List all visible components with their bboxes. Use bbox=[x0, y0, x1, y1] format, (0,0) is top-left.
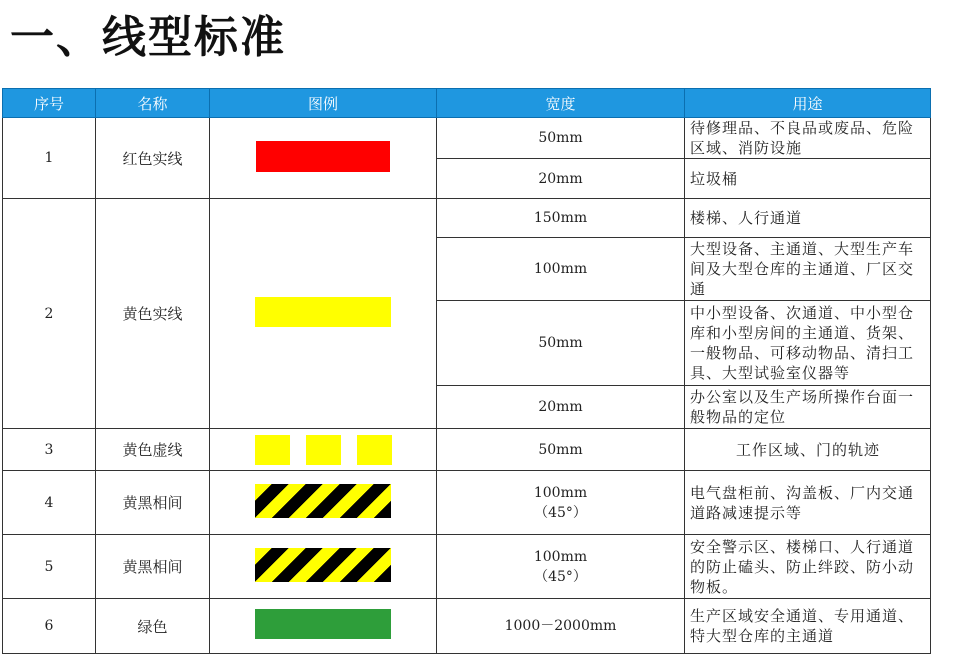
yellow-black-stripe-swatch bbox=[255, 484, 391, 518]
row-seq: 2 bbox=[3, 199, 96, 429]
row-seq: 6 bbox=[3, 599, 96, 654]
row-name: 黄黑相间 bbox=[96, 535, 210, 599]
usage-cell: 垃圾桶 bbox=[685, 159, 931, 199]
row-name: 绿色 bbox=[96, 599, 210, 654]
table-row bbox=[3, 118, 931, 159]
width-cell: 100mm bbox=[437, 238, 685, 301]
usage-cell: 待修理品、不良品或废品、危险区域、消防设施 bbox=[685, 118, 931, 159]
page-title: 一、线型标准 bbox=[10, 12, 286, 63]
usage-cell: 中小型设备、次通道、中小型仓库和小型房间的主通道、货架、一般物品、可移动物品、清扫工具、大型试验室仪器等 bbox=[685, 301, 931, 386]
legend-cell bbox=[210, 429, 437, 471]
usage-cell: 工作区域、门的轨迹 bbox=[685, 429, 931, 471]
usage-cell: 楼梯、人行通道 bbox=[685, 199, 931, 238]
yellow-black-stripe-swatch bbox=[255, 548, 391, 582]
table-row bbox=[3, 535, 931, 599]
row-seq: 5 bbox=[3, 535, 96, 599]
width-cell: 20mm bbox=[437, 386, 685, 429]
legend-cell bbox=[210, 471, 437, 535]
row-name: 黄色实线 bbox=[96, 199, 210, 429]
width-cell: 50mm bbox=[437, 429, 685, 471]
row-name: 黄色虚线 bbox=[96, 429, 210, 471]
red-solid-line-swatch bbox=[256, 141, 390, 172]
usage-cell: 办公室以及生产场所操作台面一般物品的定位 bbox=[685, 386, 931, 429]
row-seq: 3 bbox=[3, 429, 96, 471]
table-row bbox=[3, 199, 931, 238]
row-seq: 1 bbox=[3, 118, 96, 199]
usage-cell: 电气盘柜前、沟盖板、厂内交通道路减速提示等 bbox=[685, 471, 931, 535]
table-row bbox=[3, 429, 931, 471]
table-row bbox=[3, 471, 931, 535]
dash-segment bbox=[306, 435, 341, 465]
dash-segment bbox=[255, 435, 290, 465]
width-cell: 50mm bbox=[437, 118, 685, 159]
header-usage: 用途 bbox=[685, 89, 931, 118]
row-name: 红色实线 bbox=[96, 118, 210, 199]
width-cell: 1000－2000mm bbox=[437, 599, 685, 654]
row-name: 黄黑相间 bbox=[96, 471, 210, 535]
width-cell: 100mm （45°） bbox=[437, 535, 685, 599]
table-header-row bbox=[3, 89, 931, 118]
header-seq: 序号 bbox=[3, 89, 96, 118]
usage-cell: 大型设备、主通道、大型生产车间及大型仓库的主通道、厂区交通 bbox=[685, 238, 931, 301]
yellow-solid-line-swatch bbox=[255, 297, 391, 327]
legend-cell bbox=[210, 199, 437, 429]
row-seq: 4 bbox=[3, 471, 96, 535]
width-cell: 150mm bbox=[437, 199, 685, 238]
legend-cell bbox=[210, 118, 437, 199]
dash-segment bbox=[357, 435, 392, 465]
header-name: 名称 bbox=[96, 89, 210, 118]
usage-cell: 安全警示区、楼梯口、人行通道的防止磕头、防止绊跤、防小动物板。 bbox=[685, 535, 931, 599]
line-standard-table bbox=[2, 88, 931, 654]
header-legend: 图例 bbox=[210, 89, 437, 118]
usage-cell: 生产区域安全通道、专用通道、特大型仓库的主通道 bbox=[685, 599, 931, 654]
yellow-dashed-line-swatch bbox=[210, 435, 436, 465]
green-solid-line-swatch bbox=[255, 609, 391, 639]
width-cell: 20mm bbox=[437, 159, 685, 199]
header-width: 宽度 bbox=[437, 89, 685, 118]
width-cell: 50mm bbox=[437, 301, 685, 386]
legend-cell bbox=[210, 535, 437, 599]
width-cell: 100mm （45°） bbox=[437, 471, 685, 535]
table-row bbox=[3, 599, 931, 654]
legend-cell bbox=[210, 599, 437, 654]
